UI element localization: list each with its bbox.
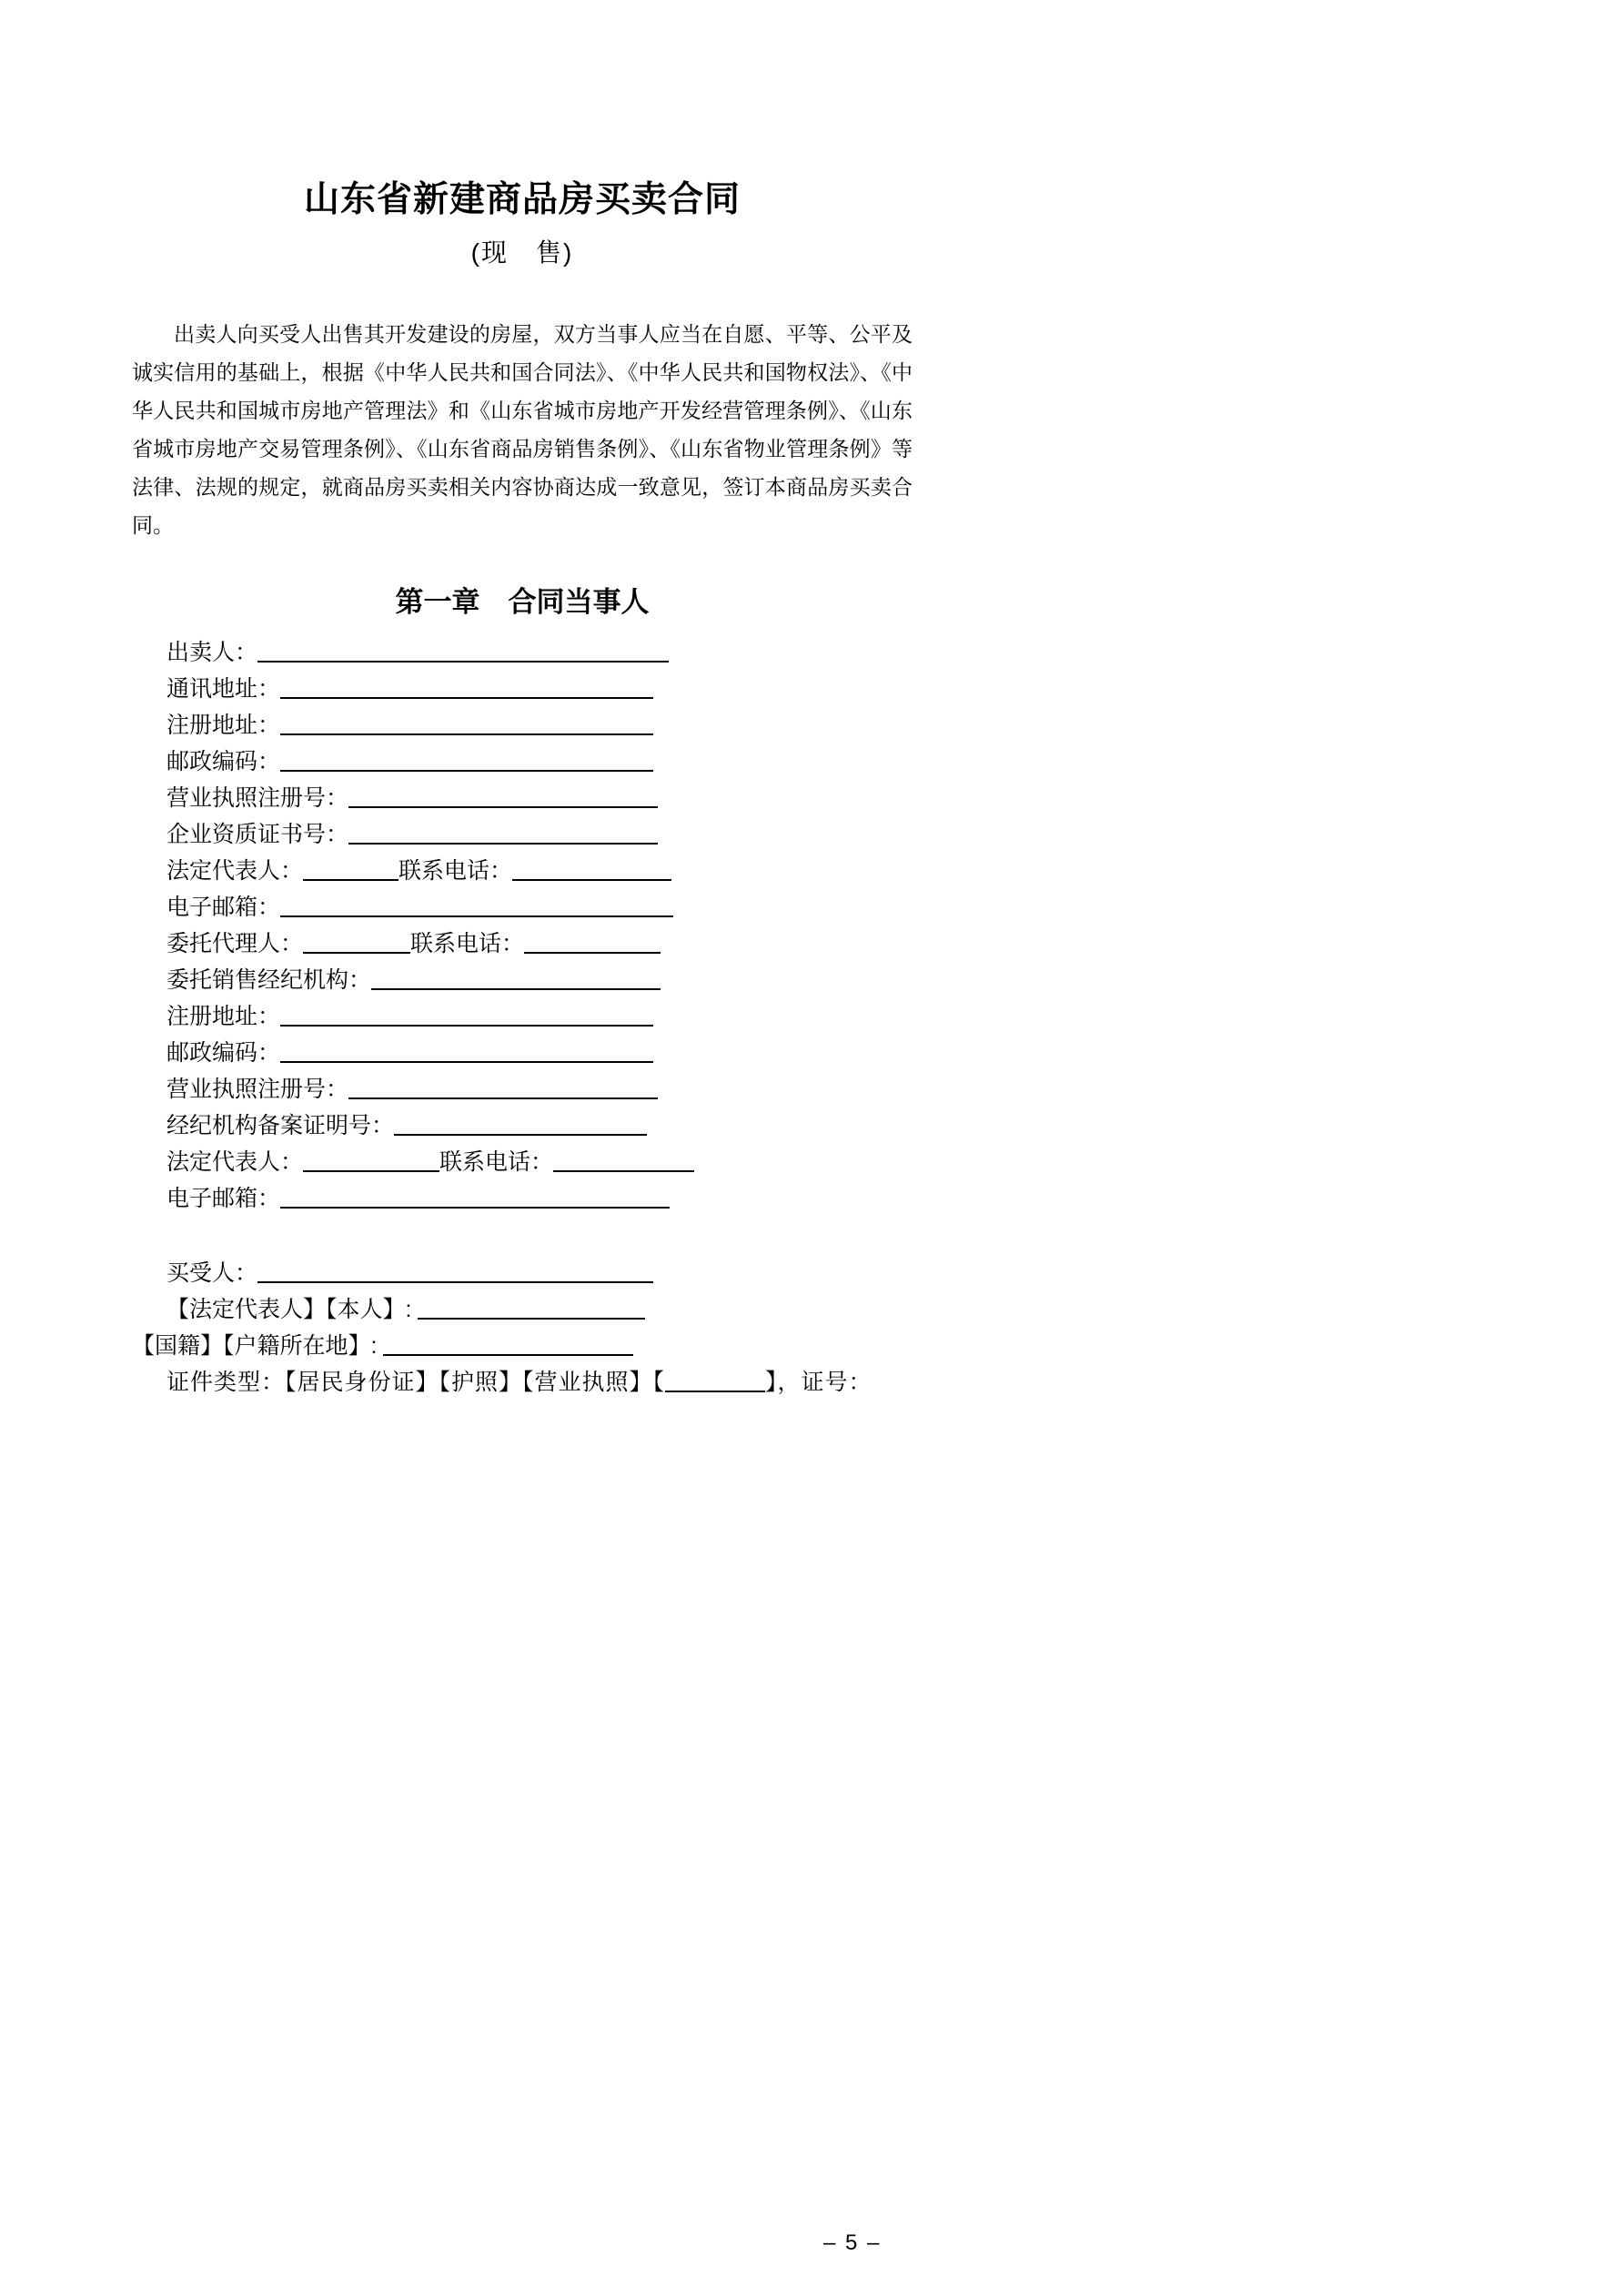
buyer-legal-rep-or-self-row (132, 1291, 913, 1328)
brokerage-legal-rep-blank-2 (553, 1168, 694, 1172)
buyer-id-type-row (132, 1364, 913, 1401)
preamble-paragraph: 出卖人向买受人出售其开发建设的房屋，双方当事人应当在自愿、平等、公平及诚实信用的基础上，根据《中华人民共和国合同法》、《中华人民共和国物权法》、《中华人民共和国城市房地产管理法》和《山东省城市房地产开发经营管理条例》、《山东省城市房地产交易管理条例》、《山东省商品房销售条例》、《山东省物业管理条例》等法律、法规的规定，就商品房买卖相关内容协商达成一致意见，签订本商品房买卖合同。 (132, 322, 913, 537)
seller-agent-blank-2 (524, 949, 661, 954)
brokerage-business-license-no-label: 营业执照注册号： (166, 1077, 349, 1102)
seller-mailing-address-row (132, 671, 913, 707)
seller-postal-code-label: 邮政编码： (166, 749, 281, 774)
seller-email-row (132, 889, 913, 925)
seller-legal-rep-label: 法定代表人： (166, 858, 304, 884)
seller-registered-address-row (132, 707, 913, 743)
page-number: – 5 – (823, 2230, 882, 2255)
brokerage-business-license-no-blank (348, 1095, 658, 1099)
buyer-id-type-blank (665, 1388, 765, 1392)
buyer-id-type-label: 证件类型：【居民身份证】【护照】【营业执照】【 (166, 1370, 666, 1395)
brokerage-legal-rep-blank (303, 1168, 439, 1172)
seller-legal-rep-blank (303, 876, 398, 881)
chapter-heading: 第一章 合同当事人 (395, 586, 650, 618)
seller-registered-address-label: 注册地址： (166, 713, 281, 738)
buyer-label: 买受人： (166, 1260, 258, 1286)
seller-mailing-address-label: 通讯地址： (166, 676, 281, 702)
seller-row (132, 634, 913, 671)
seller-postal-code-row (132, 743, 913, 780)
brokerage-filing-cert-no-label: 经纪机构备案证明号： (166, 1113, 395, 1138)
buyer-blank (257, 1279, 653, 1283)
brokerage-filing-cert-no-blank (394, 1131, 647, 1136)
brokerage-postal-code-label: 邮政编码： (166, 1040, 281, 1066)
seller-agent-label: 联系电话： (410, 931, 525, 956)
seller-business-license-no-label: 营业执照注册号： (166, 785, 349, 811)
brokerage-legal-rep-label: 法定代表人： (166, 1149, 304, 1175)
seller-legal-rep-label: 联系电话： (398, 858, 513, 884)
sales-brokerage-label: 委托销售经纪机构： (166, 967, 372, 993)
brokerage-registered-address-row (132, 998, 913, 1035)
brokerage-email-label: 电子邮箱： (166, 1186, 281, 1211)
seller-email-label: 电子邮箱： (166, 895, 281, 920)
buyer-id-type-label: 】，证号： (765, 1370, 873, 1395)
brokerage-postal-code-blank (280, 1058, 653, 1063)
section-gap (132, 1217, 913, 1255)
brokerage-business-license-no-row (132, 1071, 913, 1108)
seller-business-license-no-blank (348, 804, 658, 808)
brokerage-legal-rep-row (132, 1144, 913, 1180)
buyer-legal-rep-or-self-blank (418, 1315, 645, 1320)
seller-legal-rep-row (132, 853, 913, 889)
seller-mailing-address-blank (280, 694, 653, 699)
seller-postal-code-blank (280, 767, 653, 772)
seller-business-license-no-row (132, 780, 913, 816)
buyer-nationality-residence-blank (383, 1351, 633, 1356)
seller-qualification-cert-no-blank (348, 840, 658, 845)
brokerage-legal-rep-label: 联系电话： (439, 1149, 554, 1175)
seller-email-blank (280, 913, 673, 917)
seller-qualification-cert-no-row (132, 816, 913, 853)
sales-brokerage-blank (371, 986, 661, 990)
brokerage-registered-address-blank (280, 1022, 653, 1027)
page-content (132, 0, 913, 1401)
brokerage-filing-cert-no-row (132, 1108, 913, 1144)
brokerage-registered-address-label: 注册地址： (166, 1004, 281, 1029)
brokerage-email-row (132, 1180, 913, 1217)
party-info-form (132, 634, 913, 1401)
seller-legal-rep-blank-2 (512, 876, 671, 881)
buyer-nationality-residence-row (132, 1328, 913, 1364)
brokerage-postal-code-row (132, 1035, 913, 1071)
brokerage-email-blank (280, 1204, 670, 1209)
seller-agent-blank (303, 949, 410, 954)
contract-subtitle: (现 售) (470, 238, 574, 267)
contract-title: 山东省新建商品房买卖合同 (303, 180, 741, 219)
buyer-nationality-residence-label: 【国籍】【户籍所在地】: (132, 1333, 384, 1359)
buyer-row (132, 1255, 913, 1291)
seller-label: 出卖人： (166, 640, 258, 665)
seller-blank (257, 658, 669, 663)
buyer-legal-rep-or-self-label: 【法定代表人】【本人】: (166, 1297, 419, 1322)
sales-brokerage-row (132, 962, 913, 998)
seller-agent-row (132, 925, 913, 962)
seller-qualification-cert-no-label: 企业资质证书号： (166, 822, 349, 847)
seller-agent-label: 委托代理人： (166, 931, 304, 956)
seller-registered-address-blank (280, 731, 653, 735)
